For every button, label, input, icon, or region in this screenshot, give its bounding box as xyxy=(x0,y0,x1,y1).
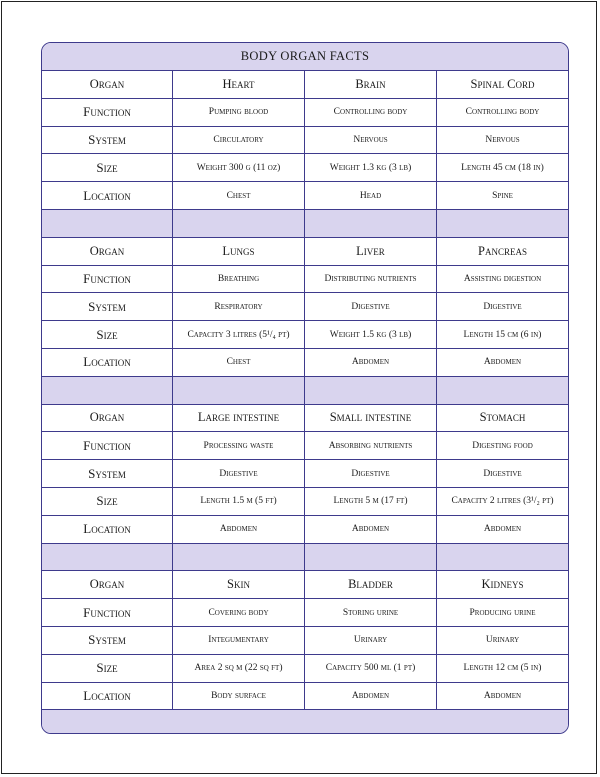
cell-system: Nervous xyxy=(485,134,520,145)
cell-function: Pumping blood xyxy=(173,99,305,126)
organ-name: Brain xyxy=(305,71,437,98)
organ-name: Kidneys xyxy=(481,577,524,592)
cell-location: Abdomen xyxy=(483,524,522,535)
row-label-system: System xyxy=(42,460,173,487)
cell-system: Digestive xyxy=(305,293,437,320)
separator-cell xyxy=(42,210,173,237)
table-row-function xyxy=(42,432,568,460)
cell-size: Area 2 sq m (22 sq ft) xyxy=(173,655,305,682)
table-title: BODY ORGAN FACTS xyxy=(42,43,568,71)
cell-size: Length 15 cm (6 in) xyxy=(463,329,542,340)
organ-name: Lungs xyxy=(173,238,305,265)
row-label-location: Location xyxy=(42,516,173,543)
table-row-location xyxy=(42,516,568,544)
separator-cell xyxy=(173,210,305,237)
cell-location: Abdomen xyxy=(305,683,437,710)
row-label-location: Location xyxy=(42,349,173,376)
row-label-organ: Organ xyxy=(42,238,173,265)
separator-cell xyxy=(437,544,568,571)
table-row-function xyxy=(42,99,568,127)
row-label-function: Function xyxy=(42,432,173,459)
organ-name: Bladder xyxy=(305,571,437,598)
group-separator xyxy=(42,710,568,734)
table-row-size xyxy=(42,655,568,683)
separator-cell xyxy=(173,544,305,571)
group-separator xyxy=(42,377,568,405)
cell-system: Digestive xyxy=(173,460,305,487)
table-row-function xyxy=(42,266,568,294)
cell-size: Capacity 2 litres (3¹/₂ pt) xyxy=(451,496,554,507)
cell-size: Weight 300 g (11 oz) xyxy=(173,154,305,181)
table-row-system xyxy=(42,293,568,321)
row-label-organ: Organ xyxy=(42,571,173,598)
table-row-location xyxy=(42,349,568,377)
cell-size: Length 12 cm (5 in) xyxy=(463,663,542,674)
cell-size: Length 1.5 m (5 ft) xyxy=(173,488,305,515)
row-label-function: Function xyxy=(42,99,173,126)
group-separator xyxy=(42,210,568,238)
row-label-size: Size xyxy=(42,655,173,682)
table-row-size xyxy=(42,154,568,182)
row-label-size: Size xyxy=(42,488,173,515)
cell-size: Weight 1.5 kg (3 lb) xyxy=(305,321,437,348)
cell-function: Producing urine xyxy=(469,607,536,618)
cell-location: Chest xyxy=(173,349,305,376)
cell-system: Circulatory xyxy=(173,127,305,154)
organ-name: Spinal Cord xyxy=(470,76,535,91)
cell-function: Processing waste xyxy=(173,432,305,459)
cell-function: Distributing nutrients xyxy=(305,266,437,293)
cell-size: Capacity 500 ml (1 pt) xyxy=(305,655,437,682)
cell-size: Weight 1.3 kg (3 lb) xyxy=(305,154,437,181)
row-label-system: System xyxy=(42,127,173,154)
row-label-function: Function xyxy=(42,599,173,626)
organ-facts-table xyxy=(41,42,569,734)
cell-system: Digestive xyxy=(483,301,522,312)
cell-system: Respiratory xyxy=(173,293,305,320)
cell-location: Chest xyxy=(173,182,305,209)
cell-function: Breathing xyxy=(173,266,305,293)
row-label-size: Size xyxy=(42,321,173,348)
cell-system: Urinary xyxy=(305,627,437,654)
separator-cell xyxy=(437,377,568,404)
cell-location: Head xyxy=(305,182,437,209)
organ-name: Heart xyxy=(173,71,305,98)
cell-function: Controlling body xyxy=(465,107,540,118)
cell-system: Urinary xyxy=(485,635,520,646)
separator-cell xyxy=(305,210,437,237)
cell-location: Abdomen xyxy=(173,516,305,543)
row-label-size: Size xyxy=(42,154,173,181)
table-row-system xyxy=(42,460,568,488)
table-row-organ xyxy=(42,71,568,99)
cell-function: Assisting digestion xyxy=(463,273,542,284)
organ-name: Small intestine xyxy=(305,405,437,432)
cell-location: Abdomen xyxy=(483,357,522,368)
cell-location: Abdomen xyxy=(483,690,522,701)
table-row-location xyxy=(42,683,568,711)
separator-cell xyxy=(437,210,568,237)
cell-system: Nervous xyxy=(305,127,437,154)
table-row-function xyxy=(42,599,568,627)
cell-function: Covering body xyxy=(173,599,305,626)
table-row-location xyxy=(42,182,568,210)
cell-location: Spine xyxy=(492,190,513,201)
table-row-system xyxy=(42,127,568,155)
row-label-organ: Organ xyxy=(42,71,173,98)
row-label-system: System xyxy=(42,293,173,320)
table-body xyxy=(42,71,568,734)
cell-function: Storing urine xyxy=(305,599,437,626)
cell-system: Digestive xyxy=(305,460,437,487)
cell-location: Abdomen xyxy=(305,349,437,376)
table-row-size xyxy=(42,488,568,516)
cell-function: Controlling body xyxy=(305,99,437,126)
row-label-system: System xyxy=(42,627,173,654)
organ-name: Large intestine xyxy=(173,405,305,432)
separator-cell xyxy=(305,377,437,404)
cell-size: Length 45 cm (18 in) xyxy=(461,162,544,173)
organ-name: Stomach xyxy=(479,410,526,425)
row-label-location: Location xyxy=(42,683,173,710)
cell-location: Abdomen xyxy=(305,516,437,543)
table-row-system xyxy=(42,627,568,655)
separator-cell xyxy=(42,544,173,571)
cell-system: Integumentary xyxy=(173,627,305,654)
organ-name: Pancreas xyxy=(478,243,527,258)
separator-cell xyxy=(173,377,305,404)
row-label-organ: Organ xyxy=(42,405,173,432)
cell-function: Absorbing nutrients xyxy=(305,432,437,459)
cell-size: Capacity 3 litres (5¹/₄ pt) xyxy=(173,321,305,348)
table-row-organ xyxy=(42,571,568,599)
group-separator xyxy=(42,544,568,572)
table-row-organ xyxy=(42,405,568,433)
row-label-function: Function xyxy=(42,266,173,293)
row-label-location: Location xyxy=(42,182,173,209)
table-row-organ xyxy=(42,238,568,266)
organ-name: Liver xyxy=(305,238,437,265)
cell-location: Body surface xyxy=(173,683,305,710)
table-row-size xyxy=(42,321,568,349)
cell-size: Length 5 m (17 ft) xyxy=(305,488,437,515)
separator-cell xyxy=(305,544,437,571)
separator-cell xyxy=(42,377,173,404)
cell-system: Digestive xyxy=(483,468,522,479)
organ-name: Skin xyxy=(173,571,305,598)
cell-function: Digesting food xyxy=(472,440,533,451)
